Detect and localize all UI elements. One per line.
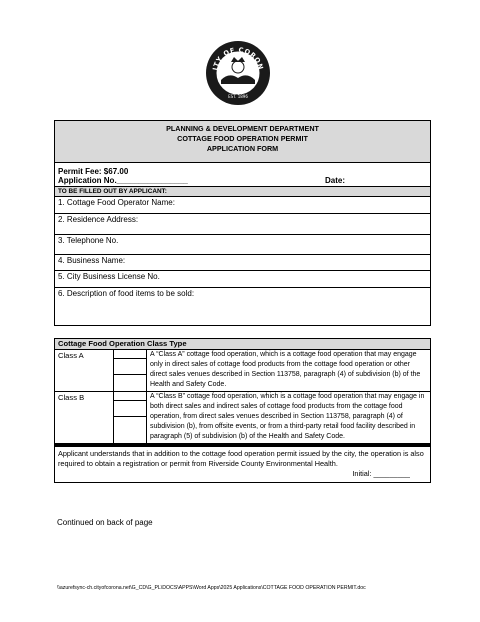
permit-info — [55, 163, 430, 187]
class-a-description: A “Class A” cottage food operation, which is a cottage food operation that may engage only in direct sales of cottage food products from the cottage food operation or other direct sales venues described in Section 113758, paragraph (4) of subdivision (b) of the Health and Safety Code. — [150, 351, 421, 388]
class-type-title: Cottage Food Operation Class Type — [55, 339, 430, 350]
class-b-label: Class B — [58, 393, 85, 402]
continued-note: Continued on back of page — [57, 518, 153, 527]
form-header — [55, 121, 430, 163]
department-title: PLANNING & DEVELOPMENT DEPARTMENT — [166, 124, 319, 133]
class-a-label: Class A — [58, 351, 84, 360]
permit-title: COTTAGE FOOD OPERATION PERMIT — [177, 134, 308, 143]
applicant-section-label: TO BE FILLED OUT BY APPLICANT: — [55, 187, 430, 197]
application-form-table — [54, 120, 431, 326]
svg-text:EST. 1896: EST. 1896 — [228, 94, 248, 99]
date-field[interactable]: Date: — [325, 176, 346, 185]
telephone-field[interactable]: 3. Telephone No. — [55, 235, 430, 255]
class-a-checkbox[interactable] — [113, 350, 147, 391]
business-license-field[interactable]: 5. City Business License No. — [55, 271, 430, 288]
class-type-table — [54, 338, 431, 483]
file-path-footer: \\azurefsync-ch.cityofcorona.net\G_CD\G_PL\DOCS\APPS\Word Apps\2025 Applications\COTTAGE FOOD OPERATION PERMIT.doc — [57, 585, 366, 591]
class-b-row — [55, 392, 430, 444]
residence-address-field[interactable]: 2. Residence Address: — [55, 214, 430, 235]
application-number-field[interactable]: Application No.________________ — [58, 175, 188, 185]
class-a-row — [55, 350, 430, 392]
acknowledgment-text: Applicant understands that in addition to the cottage food operation permit issued by the city, the operation is also required to obtain a registration or permit from Riverside County Environmental Health. — [58, 449, 424, 468]
class-b-checkbox[interactable] — [113, 392, 147, 443]
permit-fee: Permit Fee: $67.00 — [58, 167, 129, 176]
form-title: APPLICATION FORM — [206, 144, 279, 153]
svg-text:CITY OF CORONA: ITY OF CORON — [211, 45, 265, 72]
acknowledgment — [55, 447, 430, 482]
food-description-field[interactable]: 6. Description of food items to be sold: — [58, 289, 195, 298]
class-b-description: A “Class B” cottage food operation, which is a cottage food operation that may engage in both direct sales and indirect sales of cottage food products from the cottage food operation, from direct sales venues described in Section 113758, paragraph (4) of subdivision (b), from offsite events, or from a third-party retail food facility described in paragraph (5) of subdivision (b) of the Health and Safety Code. — [150, 393, 425, 440]
business-name-field[interactable]: 4. Business Name: — [55, 255, 430, 271]
operator-name-field[interactable]: 1. Cottage Food Operator Name: — [55, 197, 430, 214]
initial-field[interactable]: Initial: _________ — [352, 469, 410, 478]
city-seal-logo — [205, 40, 271, 106]
